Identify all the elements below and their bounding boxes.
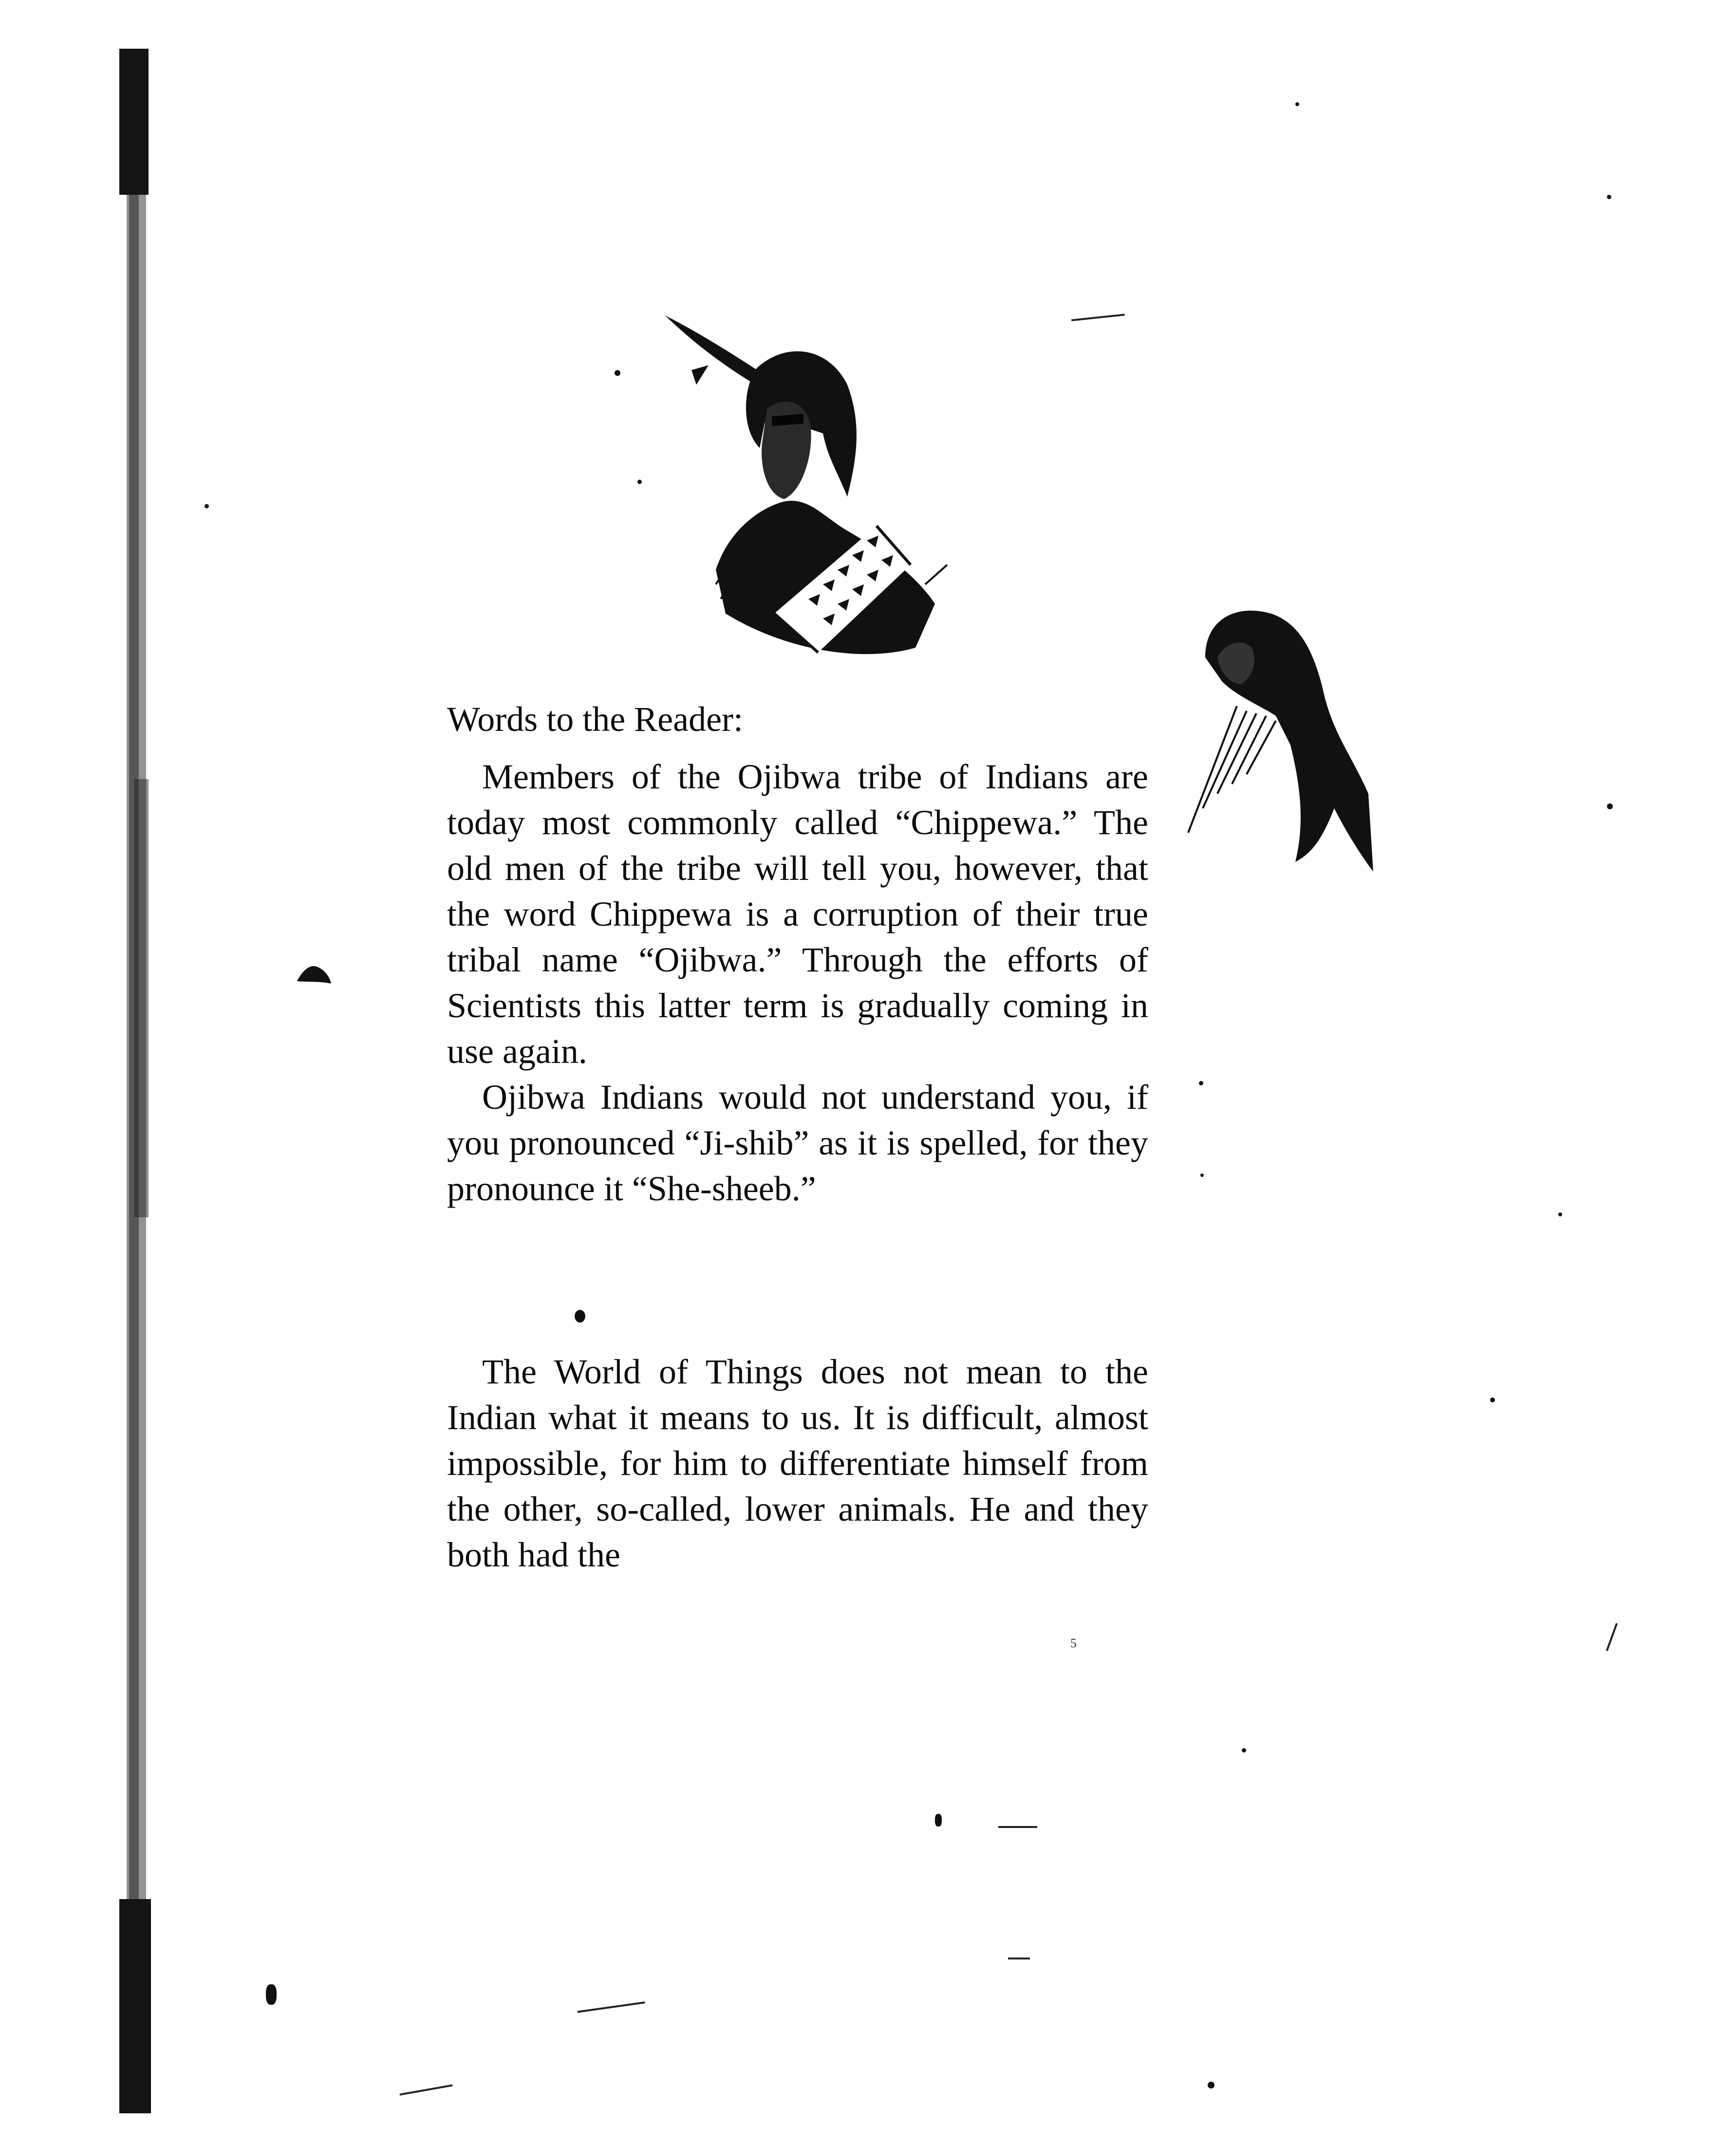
stray-mark: [399, 2084, 452, 2095]
paragraph: The World of Things does not mean to the Indian what it means to us. It is difficult, almost impossible, for him to differentiate himself from the other, so-called, lower animals. He and they both had the: [447, 1352, 1148, 1574]
page-body-text: [447, 696, 1148, 1578]
stray-mark: [1606, 1623, 1618, 1651]
speck: [205, 504, 209, 508]
speck: [1490, 1398, 1495, 1402]
stray-mark: [1008, 1958, 1030, 1959]
speck: [615, 370, 620, 376]
scan-binding-edge: [100, 49, 166, 2113]
speck: [637, 480, 642, 484]
speck: [1558, 1212, 1562, 1216]
speck: [1607, 195, 1611, 199]
paragraph: Members of the Ojibwa tribe of Indians are today most commonly called “Chippewa.” The old men of the tribe will tell you, however, that the word Chippewa is a corruption of their true tribal name “Ojibwa.” Through the efforts of Scientists this latter term is gradually coming in use again.: [447, 757, 1148, 1071]
ink-blot-mark: [295, 962, 334, 988]
speck: [1295, 102, 1299, 106]
shawled-figure-illustration: [1178, 599, 1378, 876]
speck: [935, 1814, 942, 1827]
speck: [1242, 1748, 1246, 1752]
paragraph: Ojibwa Indians would not understand you, if you pronounced “Ji-shib” as it is spelled, for they pronounce it “She-sheeb.”: [447, 1078, 1148, 1208]
speck: [266, 1984, 277, 2005]
speck: [1200, 1174, 1204, 1177]
speck: [1607, 803, 1613, 809]
stray-mark: [998, 1826, 1037, 1828]
page-heading: Words to the Reader:: [447, 700, 744, 739]
indian-chief-portrait-illustration: [662, 312, 954, 672]
speck: [1208, 2082, 1214, 2088]
stray-mark: [1071, 314, 1125, 321]
stray-mark: [577, 2001, 645, 2013]
speck: [1199, 1081, 1203, 1085]
page-number: 5: [1070, 1636, 1077, 1650]
